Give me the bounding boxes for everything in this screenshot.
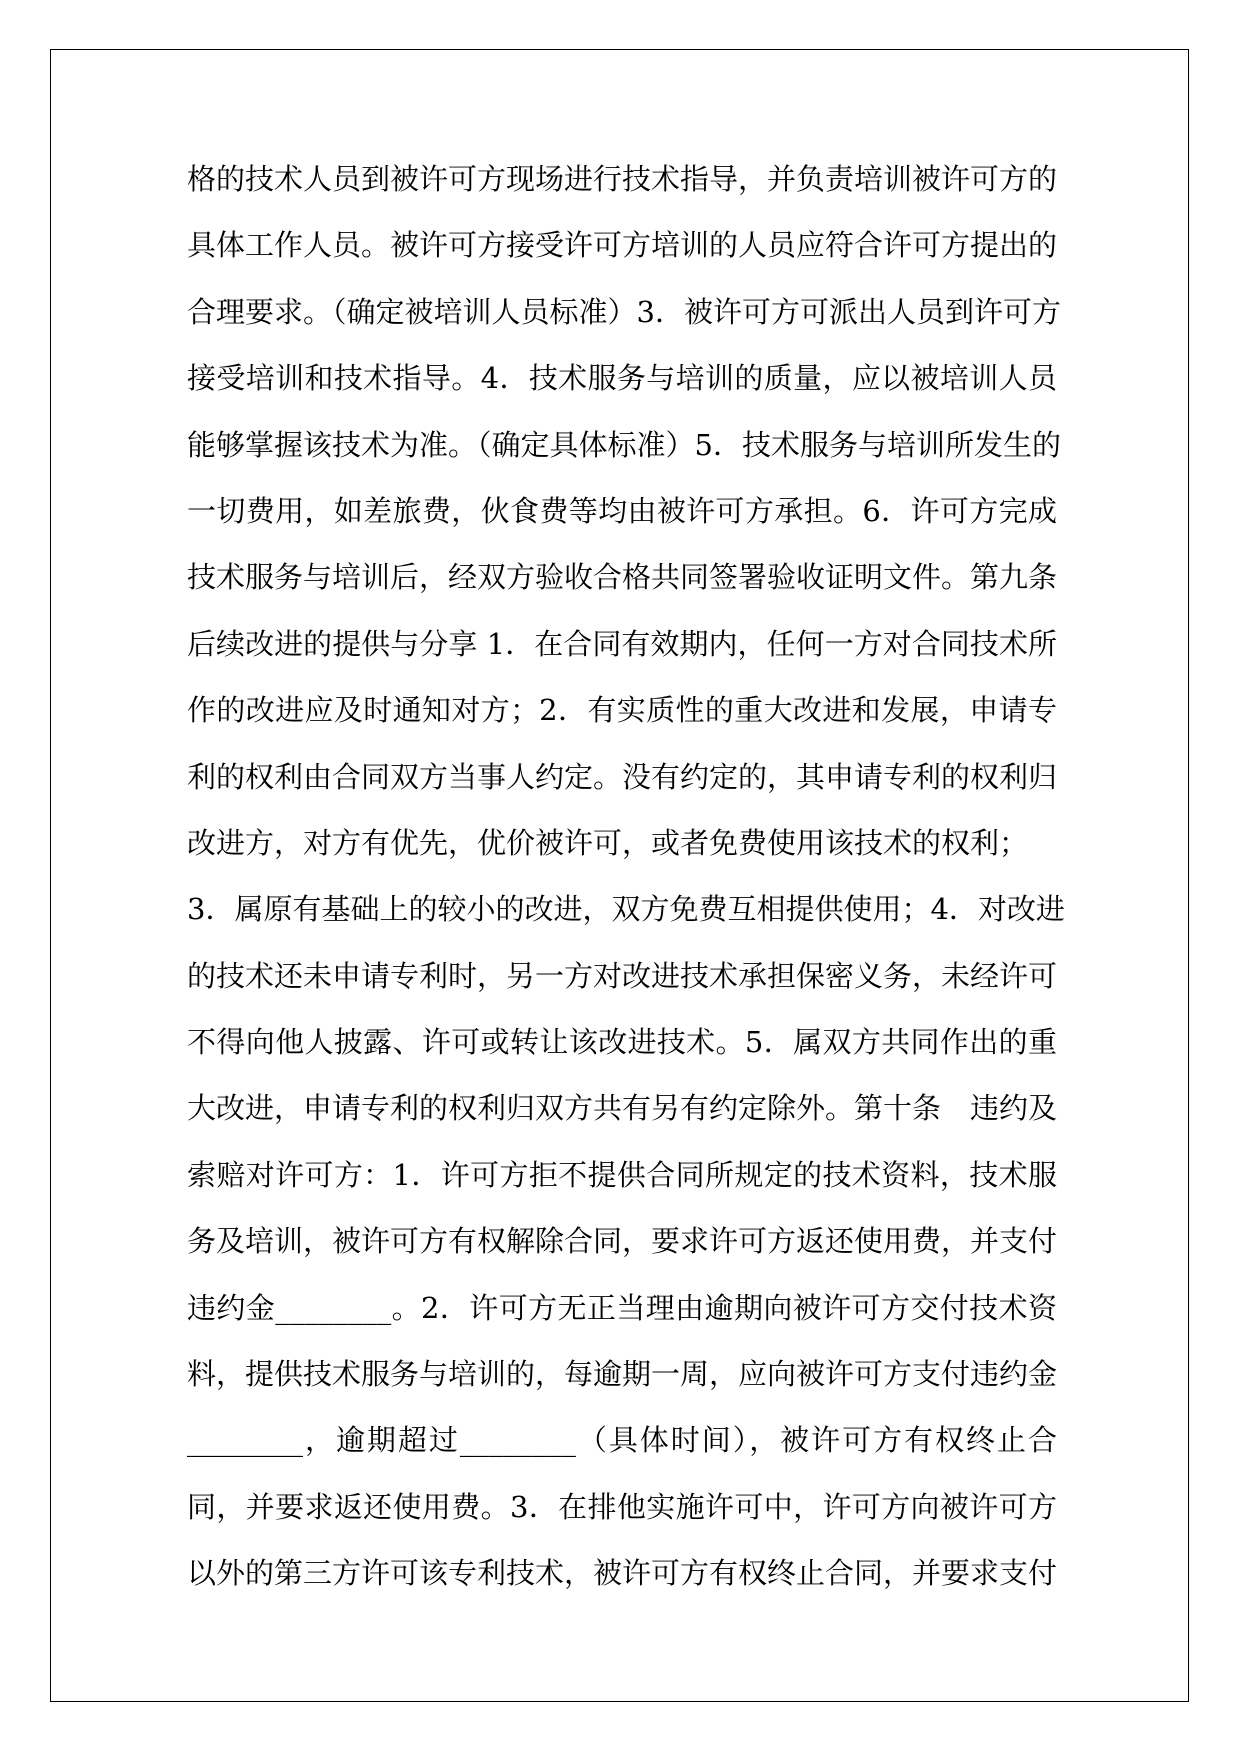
text-line: 一切费用，如差旅费，伙食费等均由被许可方承担。6．许可方完成 (187, 493, 1057, 528)
text-line: 作的改进应及时通知对方；2．有实质性的重大改进和发展，申请专 (187, 693, 1057, 728)
text-line: 能够掌握该技术为准。（确定具体标准）5．技术服务与培训所发生的 (187, 427, 1061, 462)
text-line: 索赔对许可方：1．许可方拒不提供合同所规定的技术资料，技术服 (187, 1157, 1057, 1192)
text-line: 务及培训，被许可方有权解除合同，要求许可方返还使用费，并支付 (187, 1224, 1058, 1259)
text-line: 料，提供技术服务与培训的，每逾期一周，应向被许可方支付违约金 (187, 1357, 1058, 1392)
text-line: 大改进，申请专利的权利归双方共有另有约定除外。第十条 违约及 (187, 1091, 1058, 1126)
text-line: 技术服务与培训后，经双方验收合格共同签署验收证明文件。第九条 (187, 560, 1058, 595)
text-line: 利的权利由合同双方当事人约定。没有约定的，其申请专利的权利归 (187, 759, 1058, 794)
text-line: 的技术还未申请专利时，另一方对改进技术承担保密义务，未经许可 (187, 958, 1058, 993)
text-line: 同，并要求返还使用费。3．在排他实施许可中，许可方向被许可方 (187, 1489, 1057, 1524)
document-body (187, 156, 1065, 1617)
text-line: 违约金________。2．许可方无正当理由逾期向被许可方交付技术资 (187, 1290, 1057, 1325)
text-line: 不得向他人披露、许可或转让该改进技术。5．属双方共同作出的重 (187, 1025, 1057, 1060)
text-line: 3．属原有基础上的较小的改进，双方免费互相提供使用；4．对改进 (187, 892, 1065, 927)
text-line: 格的技术人员到被许可方现场进行技术指导，并负责培训被许可方的 (187, 162, 1058, 196)
text-line: 后续改进的提供与分享 1．在合同有效期内，任何一方对合同技术所 (187, 626, 1057, 661)
text-line: ________，逾期超过________（具体时间），被许可方有权终止合 (187, 1423, 1057, 1458)
text-line: 具体工作人员。被许可方接受许可方培训的人员应符合许可方提出的 (187, 228, 1058, 263)
text-line: 接受培训和技术指导。4．技术服务与培训的质量，应以被培训人员 (187, 361, 1057, 396)
text-line: 改进方，对方有优先，优价被许可，或者免费使用该技术的权利； (187, 825, 1029, 860)
text-line: 以外的第三方许可该专利技术，被许可方有权终止合同，并要求支付 (187, 1556, 1058, 1591)
text-line: 合理要求。（确定被培训人员标准）3．被许可方可派出人员到许可方 (187, 294, 1061, 329)
